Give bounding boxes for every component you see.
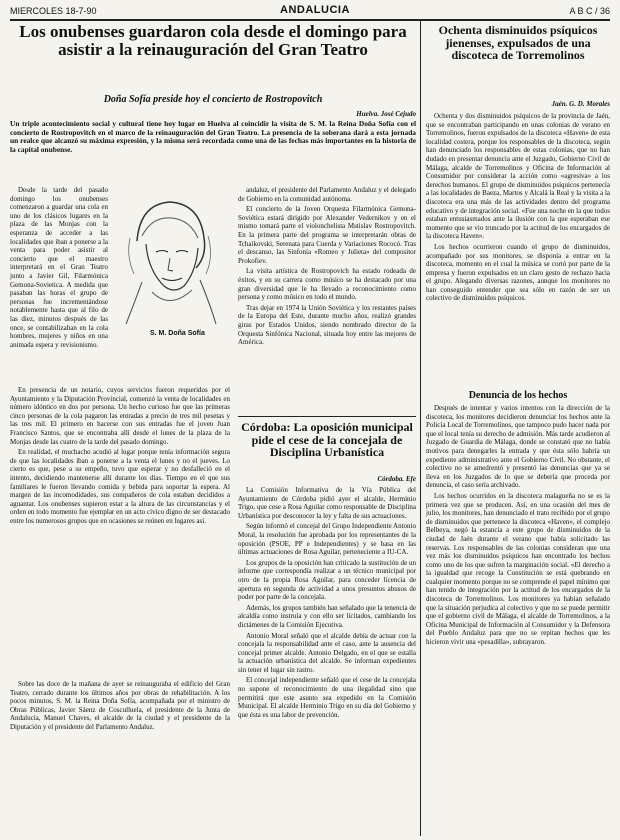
cordoba-paragraph-3: Los grupos de la oposición han criticado la sustitución de un informe que correspondía realizar a un técnico municipal por otro de la propia Rosa Aguilar, para conceder licencia de apertura en segunda de actividad a unos presuntos abusos de poder por parte de la concejala.	[238, 558, 416, 602]
portrait-drawing-icon	[112, 186, 224, 326]
main-col1c-paragraph: En realidad, el muchacho acudió al lugar porque tenía información segura de que las localidades iban a ponerse a la venta el lunes y no el jueves. Lo cierto es que, pese a su empeño, tuvo que esperar y no desfalleció en el intento, decidiendo mantenerse allí durante los días. Tiempo en el que sus familiares le fueron llevando comida y bebida para soportar la espera. Al margen de las incomodidades, sus compañeros de cola estaban decididos a aguantar. Los onubenses supieron estar a la altura de las circunstancias y el orden en todo momento fue ejemplar en un acto cívico digno de ser destacado entre los numerosos grupos que en ocasiones se reúnen en lugares así.	[10, 448, 230, 525]
cordoba-rule	[238, 416, 416, 417]
queen-portrait	[112, 186, 224, 326]
section-title: ANDALUCIA	[280, 4, 350, 16]
right-paragraph-1: Ochenta y dos disminuidos psíquicos de la provincia de Jaén, que se encontraban participando en unas colonias de verano en Torremolinos, fueron expulsados de la discoteca «Haven» de esta localidad costera, porque los responsables de la discoteca, según han denunciado los responsables de estas colonias, que no han dudado en presentar denuncia ante el Juzgado, Gobierno Civil de Málaga, alcalde de Torremolinos y Oficina de Información al Consumidor por considerar la acción como «agresiva» a los derechos humanos. El grupo de disminuidos psíquicos pertenecía a las localidades de Baeza, Martos y Alcalá la Real y la visita a la discoteca era una más de las actividades dentro del programa educativo y de integración social. «Fue una noche en la que todos estaban entusiasmados ante la ilusión con la que esperaban ese momento que se vio truncado por la actitud de los encargados de la discoteca Haven».	[426, 112, 610, 241]
main-col2d-paragraph: Tras dejar en 1974 la Unión Soviética y los restantes países de la Europa del Este, durante mucho años, realizó grandes giras por Estados Unidos, siendo nombrado director de la Orquesta Sinfónica Nacional, situada hoy entre las mejores de América.	[238, 303, 416, 347]
main-col2c-paragraph: La visita artística de Rostropovich ha estado rodeada de éxitos, y en su carrera como músico se ha destacado por una gran diversidad que le ha llevado a reconocimiento como persona y como músico en todo el mundo.	[238, 267, 416, 302]
paper-page-number: A B C / 36	[569, 6, 610, 16]
right-paragraph-2: Los hechos ocurrieron cuando el grupo de disminuidos, acompañado por sus monitores, se disponía a entrar en la discoteca, momento en el cual la música se cortó por parte de la empresa y fueron expulsados en un claro gesto de rechazo hacia el grupo. Alegando diversas razones, aunque los monitores no han conseguido entender que sea sólo en razón de ser un colectivo de disminuidos psíquicos.	[426, 242, 610, 303]
cordoba-paragraph-6: El concejal independiente señaló que el cese de la concejala no supone el reconocimiento de una ilegalidad sino que permitirá que este asunto sea expedido en la Comisión Municipal. El alcalde Herminio Trigo en su día del Gobierno y que ésta es una labor de prevención.	[238, 676, 416, 719]
main-column-2	[238, 186, 416, 349]
main-col2b-paragraph: El concierto de la Joven Orquesta Filarmónica Gemona-Soviética estará dirigido por Alexander Vedernikov y en el mismo tomará parte el violonchelista Mstislav Rostropovitch. En la primera parte del programa se interpretarán obras de Tchaikovski, Serenata para Cuerda y Variaciones Rococó. Tras el descanso, las Sinfonía «Romeo y Julieta» del compositor Prokofiev.	[238, 205, 416, 265]
cordoba-byline: Córdoba. Efe	[377, 475, 416, 483]
main-col1-paragraph: Desde la tarde del pasado domingo los onubenses comenzaron a guardar una cola en uno de los clásicos lugares en la plaza de las Monjas con la esperanza de acceder a las localidades que iban a ponerse a la venta para poder asistir al concierto que el maestro interpretará en el Gran Teatro junto a Javier Gil, Filarmónica Gemona-Sovietica. A medida que pasaban las horas el grupo de personas fue incrementándose notablemente hasta que al filo de las diez, minutos después de las once, se contabilizaban en la cola hombres, mujeres y niños en una animada espera y revisionismo.	[10, 186, 108, 349]
page-header	[10, 4, 610, 18]
portrait-caption: S. M. Doña Sofía	[150, 330, 205, 337]
header-rule	[10, 19, 610, 21]
cordoba-headline: Córdoba: La oposición municipal pide el cese de la concejala de Disciplina Urbanística	[241, 420, 413, 460]
main-kicker: Doña Sofía preside hoy el concierto de Rostropovitch	[103, 94, 323, 105]
issue-date: MIERCOLES 18-7-90	[10, 6, 97, 16]
right-body-top	[426, 112, 610, 305]
cordoba-paragraph-2: Según informó el concejal del Grupo Independiente Antonio Moral, la resolución fue aprobada por los representantes de la oposición (PSOE, PP e Independientes) y se basa en las últimas actuaciones de Rosa Aguilar, perteneciente a IU-CA.	[238, 522, 416, 557]
main-lead: Un triple acontecimiento social y cultural tiene hoy lugar en Huelva al coincidir la visita de S. M. la Reina Doña Sofía con el concierto de Rostropovitch en el marco de la reinauguración del Gran Teatro. La presencia de la soberana dará a esta jornada un realce que alcanzó su máxima expresión, y la misma será recordada como una de las fechas más importantes en la historia de la capital onubense.	[10, 119, 416, 154]
right-byline: Jaén. G. D. Morales	[551, 100, 610, 108]
main-column-1-mid	[10, 386, 230, 528]
cordoba-paragraph-1: La Comisión Informativa de la Vía Pública del Ayuntamiento de Córdoba pidió ayer el alcalde, Herminio Trigo, que cese a Rosa Aguilar como responsable de Disciplina Urbanística por desconocer la ley y falta de sus actuaciones.	[238, 486, 416, 520]
main-column-1-top	[10, 186, 108, 351]
column-divider	[420, 21, 421, 836]
right-paragraph-3: Después de intentar y varios intentos con la dirección de la discoteca, los monitores decidieron denunciar los hechos ante la Policía Local de Torremolinos, que tampoco pudo hacer nada por que el local tenía su derecho de admisión. Más tarde acudieron al Juzgado de Guardia de Málaga, donde se constató que no había motivos para denegarles la entrada y que ésta sólo habría un expediente administrativo ante el Gobierno Civil. No obstante, el colectivo no se amedrentó y presentó las denuncias que ya se lleva en los Juzgados de lo que se debería que proceda por denuncia, el caso sería archivado.	[426, 404, 610, 490]
right-body-bottom	[426, 404, 610, 649]
right-paragraph-4: Los hechos ocurridos en la discoteca malagueña no se es la primera vez que se producen. Así, en una ocasión del mes de julio, los monitores, han denunciado el trato recibido por el grupo de disminuidos que pertenece la discoteca «Haven», el complejo Belbeya, negó la estancia a este grupo de disminuidos de la ciudad de Jaén durante el verano que había solicitado las reservas. Los responsables de las colonias consideran que una vez más los disminuidos psíquicos han encontrado los hechos como uno de los que sufren la marginación social. «El derecho a la igualdad que recoge la Constitución se está quebrando en cualquier momento porque no se comprende el papel mínimo que han tenido de integración por la actitud de los encargados de la discoteca de Torremolinos. Los monitores ya habían señalado que la situación perjudica al colectivo y que no se puede permitir que el gobierno civil de Málaga, el alcalde de Torremolinos, a la Oficina Municipal de Información al Consumidor y la Defensora del Pueblo Andaluz para que no se repitan hechos que les hicieron vivir una «pesadilla», subrayaron.	[426, 491, 610, 647]
main-byline: Huelva. José Cejudo	[356, 110, 416, 118]
main-col1b-paragraph: En presencia de un notario, cuyos servicios fueron requeridos por el Ayuntamiento y la Diputación Provincial, comenzó la venta de localidades en número idóntico en dos por persona. Un hecho curioso fue que las primeras cinco personas de la cola pagaron las entradas a precio de tres mil pesetas y las tres mil. El primero en hacerse con sus entradas fue el joven Juan Francisco Santos, que se encontraba allí desde el lunes de la plaza de la Monjas desde las cuatro de la tarde del pasado domingo.	[10, 386, 230, 446]
main-headline: Los onubenses guardaron cola desde el domingo para asistir a la reinauguración del Gran Teatro	[19, 22, 407, 59]
main-col1d-paragraph: Sobre las doce de la mañana de ayer se reinauguraba el edificio del Gran Teatro, cerrado durante los últimos años por obras de rehabilitación. A los pocos minutos, S. M. la Reina Doña Sofía, acompañada por el ministro de Obras Públicas, Javier Sáenz de Cosculluela, el presidente de la Junta de Andalucía, Manuel Chaves, el alcalde de la ciudad y el presidente de la Diputación y el presidente del Parlamento Andaluz.	[10, 680, 230, 731]
cordoba-paragraph-5: Antonio Moral señaló que el alcalde debía de actuar con la concejala la responsabilidad ante el caso, ante la ausencia del concejal primer alcalde. Antonio Delgado, en el que se estalla la actuación urbanística del alcalde. Se informan expedientes sin tener el lugar sin rastro.	[238, 631, 416, 674]
cordoba-body	[238, 486, 416, 721]
cordoba-paragraph-4: Además, los grupos también han señalado que la tenencia de alcaldía como instruía y con ello ser licitados, cambiando los dictámenes de la Comisión Ejecutiva.	[238, 603, 416, 629]
main-column-1-bottom	[10, 680, 230, 734]
right-headline: Ochenta disminuidos psíquicos jienenses, expulsados de una discoteca de Torremolinos	[438, 23, 598, 63]
main-col2-paragraph: andaluz, el presidente del Parlamento Andaluz y el delegado de Gobierno en la comunidad autónoma.	[238, 186, 416, 203]
right-subhead: Denuncia de los hechos	[468, 390, 568, 401]
